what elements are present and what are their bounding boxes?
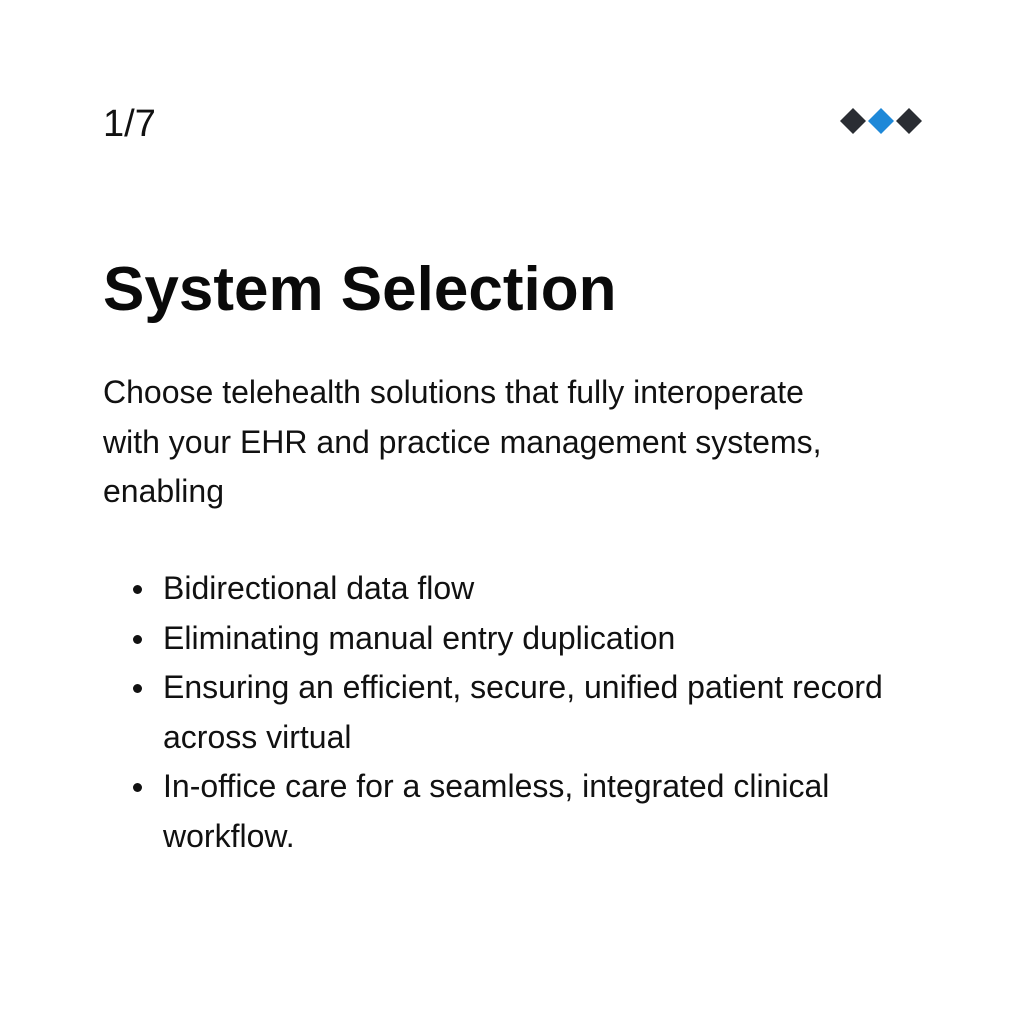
diamond-middle-icon	[868, 108, 894, 134]
bullet-list	[163, 564, 923, 861]
bullet-item: Ensuring an efficient, secure, unified patient record across virtual	[163, 663, 923, 762]
diamond-right-icon	[896, 108, 922, 134]
slide-title: System Selection	[103, 255, 617, 324]
bullet-item: Bidirectional data flow	[163, 564, 923, 614]
three-diamonds-icon	[840, 106, 924, 136]
intro-paragraph: Choose telehealth solutions that fully interoperate with your EHR and practice management systems, enabling	[103, 374, 822, 509]
diamond-left-icon	[840, 108, 866, 134]
bullet-item: In-office care for a seamless, integrated clinical workflow.	[163, 762, 923, 861]
bullet-item: Eliminating manual entry duplication	[163, 614, 923, 664]
page-indicator: 1/7	[103, 103, 156, 145]
